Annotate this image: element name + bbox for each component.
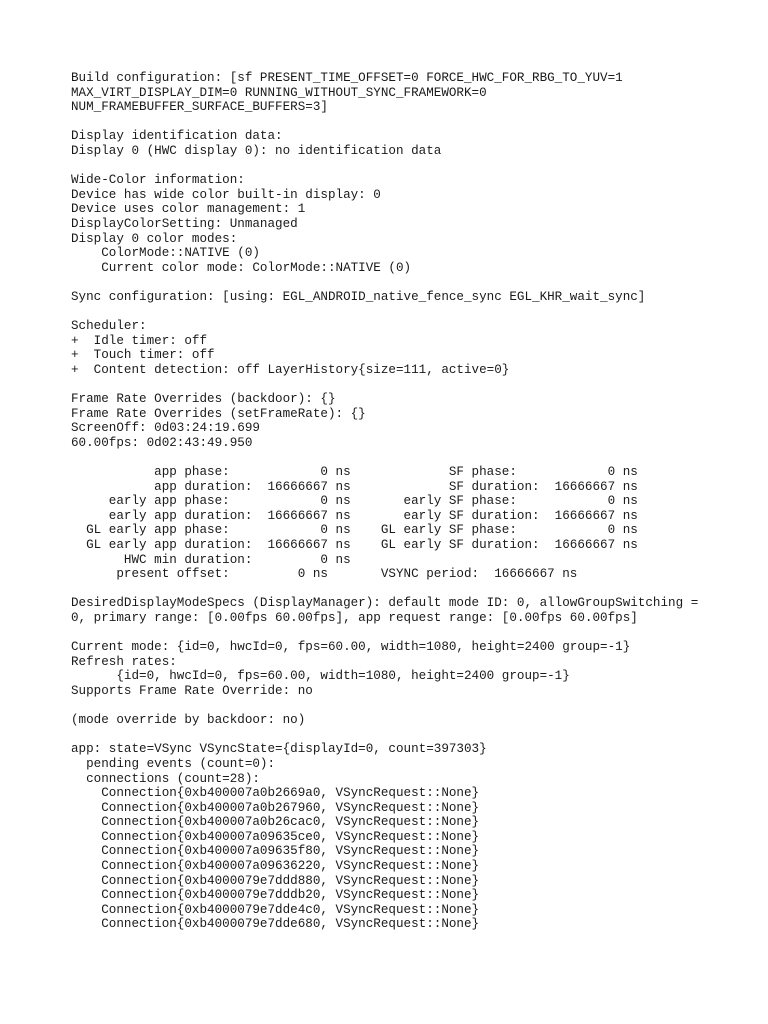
connection-line: Connection{0xb4000079e7dde4c0, VSyncRequest::None} bbox=[71, 902, 480, 917]
app-vsync-section bbox=[71, 742, 761, 932]
connection-line: Connection{0xb4000079e7ddd880, VSyncRequest::None} bbox=[71, 873, 480, 888]
text-line: NUM_FRAMEBUFFER_SURFACE_BUFFERS=3] bbox=[71, 100, 328, 115]
desired-mode-section bbox=[71, 596, 761, 625]
mode-override-section bbox=[71, 713, 761, 728]
text-line: early app duration: 16666667 ns early SF duration: 16666667 ns bbox=[71, 508, 638, 523]
text-line: present offset: 0 ns VSYNC period: 16666667 ns bbox=[71, 567, 578, 582]
text-line: app phase: 0 ns SF phase: 0 ns bbox=[71, 465, 638, 480]
sync-config-section bbox=[71, 290, 761, 305]
text-line: HWC min duration: 0 ns bbox=[71, 552, 351, 567]
connection-line: Connection{0xb400007a09635f80, VSyncRequest::None} bbox=[71, 844, 480, 859]
current-mode-section bbox=[71, 640, 761, 698]
text-line: Scheduler: bbox=[71, 319, 147, 334]
frame-rate-section bbox=[71, 392, 761, 450]
text-line: DisplayColorSetting: Unmanaged bbox=[71, 216, 298, 231]
text-line: ColorMode::NATIVE (0) bbox=[71, 246, 260, 261]
text-line: + Idle timer: off bbox=[71, 333, 208, 348]
build-config-section bbox=[71, 71, 761, 115]
text-line: {id=0, hwcId=0, fps=60.00, width=1080, height=2400 group=-1} bbox=[71, 669, 570, 684]
text-line: Frame Rate Overrides (backdoor): {} bbox=[71, 392, 336, 407]
text-line: Frame Rate Overrides (setFrameRate): {} bbox=[71, 406, 366, 421]
text-line: GL early app duration: 16666667 ns GL early SF duration: 16666667 ns bbox=[71, 538, 638, 552]
text-line: Current mode: {id=0, hwcId=0, fps=60.00, width=1080, height=2400 group=-1} bbox=[71, 640, 631, 655]
text-line: Wide-Color information: bbox=[71, 173, 245, 188]
dump-document bbox=[71, 71, 761, 932]
phase-table-section bbox=[71, 465, 761, 582]
text-line: Sync configuration: [using: EGL_ANDROID_native_fence_sync EGL_KHR_wait_sync] bbox=[71, 289, 646, 304]
connection-line: Connection{0xb4000079e7dde680, VSyncRequest::None} bbox=[71, 917, 480, 932]
text-line: app duration: 16666667 ns SF duration: 16666667 ns bbox=[71, 479, 638, 494]
text-line: + Touch timer: off bbox=[71, 348, 215, 363]
text-line: Device has wide color built-in display: 0 bbox=[71, 187, 381, 202]
text-line: Current color mode: ColorMode::NATIVE (0) bbox=[71, 260, 412, 275]
display-identification-section bbox=[71, 129, 761, 158]
text-line: GL early app phase: 0 ns GL early SF phase: 0 ns bbox=[71, 523, 638, 538]
text-line: pending events (count=0): bbox=[71, 756, 276, 771]
text-line: MAX_VIRT_DISPLAY_DIM=0 RUNNING_WITHOUT_SYNC_FRAMEWORK=0 bbox=[71, 85, 487, 100]
scheduler-section bbox=[71, 319, 761, 377]
text-line: ScreenOff: 0d03:24:19.699 bbox=[71, 421, 260, 436]
text-line: DesiredDisplayModeSpecs (DisplayManager): default mode ID: 0, allowGroupSwitching = bbox=[71, 596, 699, 611]
connection-line: Connection{0xb400007a0b267960, VSyncRequest::None} bbox=[71, 800, 480, 815]
text-line: early app phase: 0 ns early SF phase: 0 ns bbox=[71, 494, 638, 509]
connection-line: Connection{0xb400007a09635ce0, VSyncRequest::None} bbox=[71, 829, 480, 844]
wide-color-section bbox=[71, 173, 761, 275]
text-line: connections (count=28): bbox=[71, 771, 260, 786]
text-line: Build configuration: [sf PRESENT_TIME_OFFSET=0 FORCE_HWC_FOR_RBG_TO_YUV=1 bbox=[71, 71, 623, 85]
text-line: Display 0 (HWC display 0): no identification data bbox=[71, 143, 442, 158]
connection-line: Connection{0xb4000079e7dddb20, VSyncRequest::None} bbox=[71, 888, 480, 903]
text-line: 60.00fps: 0d02:43:49.950 bbox=[71, 435, 253, 450]
text-line: Supports Frame Rate Override: no bbox=[71, 683, 313, 698]
text-line: + Content detection: off LayerHistory{size=111, active=0} bbox=[71, 362, 510, 377]
connection-line: Connection{0xb400007a09636220, VSyncRequest::None} bbox=[71, 859, 480, 874]
text-line: Display identification data: bbox=[71, 129, 283, 144]
text-line: Device uses color management: 1 bbox=[71, 202, 306, 217]
text-line: Display 0 color modes: bbox=[71, 231, 238, 246]
text-line: (mode override by backdoor: no) bbox=[71, 713, 306, 728]
text-line: app: state=VSync VSyncState={displayId=0, count=397303} bbox=[71, 742, 487, 757]
connection-line: Connection{0xb400007a0b2669a0, VSyncRequest::None} bbox=[71, 786, 480, 801]
text-line: 0, primary range: [0.00fps 60.00fps], app request range: [0.00fps 60.00fps] bbox=[71, 610, 638, 625]
text-line: Refresh rates: bbox=[71, 654, 177, 669]
connection-line: Connection{0xb400007a0b26cac0, VSyncRequest::None} bbox=[71, 815, 480, 830]
